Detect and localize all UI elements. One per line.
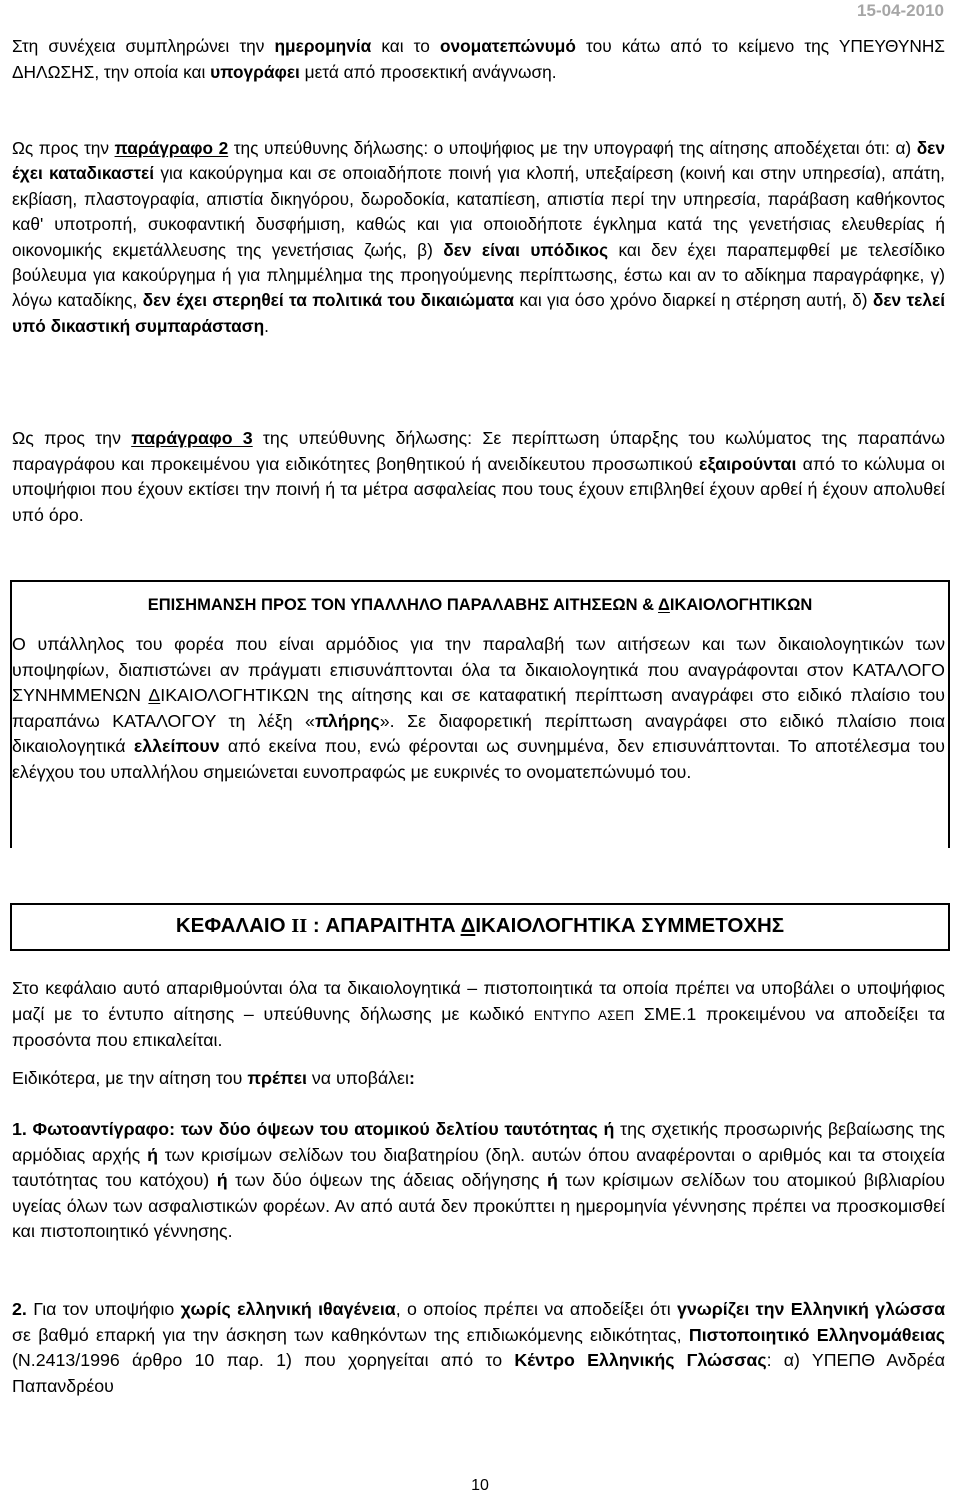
notice-text: Ο υπάλληλος του φορέα που είναι αρμόδιος για την παραλαβή των αιτήσεων και των δικαιολογητικών των υποψηφίων, διαπιστώνει αν πράγματι επισυνάπτονται όλα τα δικαιολογητικά που αναγράφονται στον ΚΑΤΑΛΟΓΟ ΣΥΝΗΜΜΕΝΩΝ ΔΙΚΑΙΟΛΟΓΗΤΙΚΩΝ της αίτησης και σε καταφατική περίπτωση αναγράφει στο ειδικό πλαίσιο του παραπάνω ΚΑΤΑΛΟΓΟΥ τη λέξη «πλήρης». Σε διαφορετική περίπτωση αναγράφει στο ειδικό πλαίσιο ποια δικαιολογητικά ελλείπουν από εκείνα που, ενώ φέρονται ως συνημμένα, δεν επισυνάπτονται. Το αποτέλεσμα του ελέγχου του υπαλλήλου σημειώνεται ευνοπραφώς με ευκρινές το ονοματεπώνυμό του. [12, 634, 945, 782]
notice-title: ΕΠΙΣΗΜΑΝΣΗ ΠΡΟΣ ΤΟΝ ΥΠΑΛΛΗΛΟ ΠΑΡΑΛΑΒΗΣ ΑΙΤΗΣΕΩΝ & ΔΙΚΑΙΟΛΟΓΗΤΙΚΩΝ [147, 596, 813, 614]
paragraph-section-3: Ως προς την παράγραφο 3 της υπεύθυνης δήλωσης: Σε περίπτωση ύπαρξης του κωλύματος της παραπάνω παραγράφου και προκειμένου για ειδικότητες βοηθητικού ή ανειδίκευτου προσωπικού εξαιρούνται από το κώλυμα οι υποψήφιοι που έχουν εκτίσει την ποινή ή τα μέτρα ασφαλείας που τους έχουν επιβληθεί έχουν αρθεί ή έχουν απολυθεί υπό όρο. [12, 428, 945, 525]
document-date: 15-04-2010 [857, 1, 944, 20]
list-item-2: 2. Για τον υποψήφιο χωρίς ελληνική ιθαγένεια, ο οποίος πρέπει να αποδείξει ότι γνωρίζει την Ελληνική γλώσσα σε βαθμό επαρκή για την άσκηση των καθηκόντων της επιδιωκόμενης ειδικότητας, Πιστοποιητικό Ελληνομάθειας (Ν.2413/1996 άρθρο 10 παρ. 1) που χορηγείται από το Κέντρο Ελληνικής Γλώσσας: α) ΥΠΕΠΘ Ανδρέα Παπανδρέου [12, 1299, 945, 1396]
paragraph-section-2: Ως προς την παράγραφο 2 της υπεύθυνης δήλωσης: ο υποψήφιος με την υπογραφή της αίτησης αποδέχεται ότι: α) δεν έχει καταδικαστεί για κακούργημα και σε οποιαδήποτε ποινή για κλοπή, υπεξαίρεση (κοινή και στην υπηρεσία), απάτη, εκβίαση, πλαστογραφία, απιστία δικηγόρου, δωροδοκία, καταπίεση, απιστία περί την υπηρεσία, παράβαση καθήκοντος καθ' υποτροπή, συκοφαντική δυσφήμιση, καθώς και για οποιοδήποτε έγκλημα κατά της γενετήσιας ελευθερίας ή οικονομικής εκμετάλλευσης της γενετήσιας ζωής, β) δεν είναι υπόδικος και δεν έχει παραπεμφθεί με τελεσίδικο βούλευμα για κακούργημα ή για πλημμέλημα της προηγούμενης περίπτωσης, έστω και αν το αδίκημα παραγράφηκε, γ) λόγω καταδίκης, δεν έχει στερηθεί τα πολιτικά του δικαιώματα και για όσο χρόνο διαρκεί η στέρηση αυτή, δ) δεν τελεί υπό δικαστική συμπαράσταση. [12, 138, 946, 336]
list-item-1: 1. Φωτοαντίγραφο: των δύο όψεων του ατομικού δελτίου ταυτότητας ή της σχετικής προσωρινής βεβαίωσης της αρμόδιας αρχής ή των κρισίμων σελίδων του διαβατηρίου (δηλ. αυτών όπου αναφέρονται ο αριθμός και τα στοιχεία ταυτότητας του κατόχου) ή των δύο όψεων της άδειας οδήγησης ή των κρίσιμων σελίδων του ατομικού βιβλιαρίου υγείας όλων των ασφαλιστικών φορέων. Αν από αυτά δεν προκύπτει η ημερομηνία γέννησης πρέπει να προσκομισθεί και πιστοποιητικό γέννησης. [12, 1119, 946, 1241]
paragraph-chapter-intro: Στο κεφάλαιο αυτό απαριθμούνται όλα τα δικαιολογητικά – πιστοποιητικά τα οποία πρέπει να υποβάλει ο υποψήφιος μαζί με το έντυπο αίτησης – υπεύθυνης δήλωσης με κωδικό ΕΝΤΥΠΟ ΑΣΕΠ ΣΜΕ.1 προκειμένου να αποδείξει τα προσόντα που επικαλείται. [12, 978, 945, 1050]
page-number: 10 [471, 1477, 489, 1494]
chapter-title: ΚΕΦΑΛΑΙΟ II : ΑΠΑΡΑΙΤΗΤΑ ΔΙΚΑΙΟΛΟΓΗΤΙΚΑ ΣΥΜΜΕΤΟΧΗΣ [175, 914, 785, 937]
paragraph-completion: Στη συνέχεια συμπληρώνει την ημερομηνία και το ονοματεπώνυμό του κάτω από το κείμενο της ΥΠΕΥΘΥΝΗΣ ΔΗΛΩΣΗΣ, την οποία και υπογράφει μετά από προσεκτική ανάγνωση. [12, 36, 945, 82]
paragraph-specifically: Ειδικότερα, με την αίτηση του πρέπει να υποβάλει: [12, 1068, 415, 1088]
